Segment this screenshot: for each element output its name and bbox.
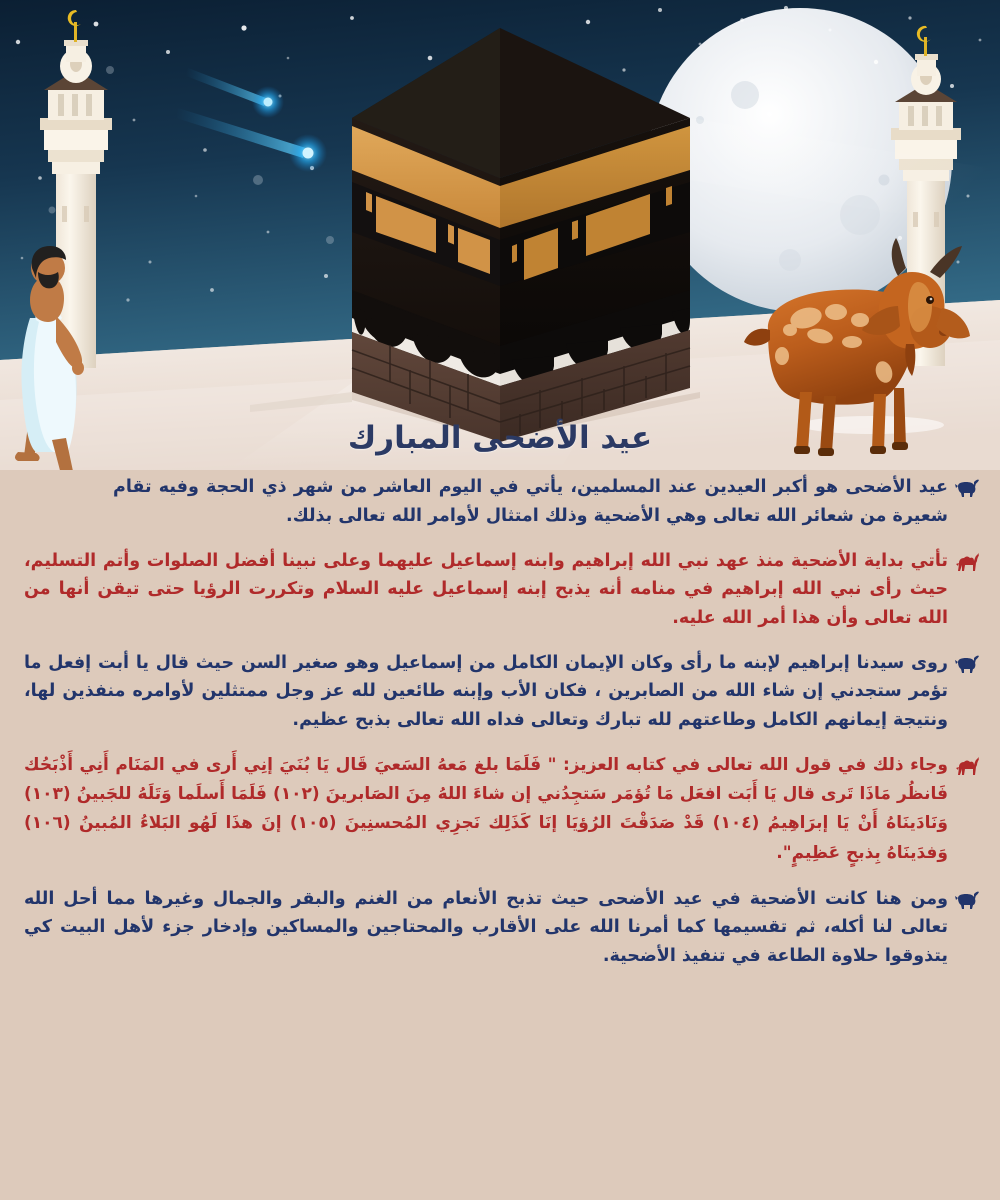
paragraph-intro <box>18 473 982 530</box>
paragraph-text: تأتي بداية الأضحية منذ عهد نبي الله إبراهيم وابنه إسماعيل عليهما وعلى نبينا أفضل الصلوات وأتم التسليم، حيث رأى نبي الله إبراهيم في منامه أنه يذبح إبنه إسماعيل عليه السلام وتكررت الرؤيا حتى تيقن أنها من الله تعالى وأن هذا أمر الله عليه. <box>24 550 948 628</box>
goat-bullet-icon <box>954 653 980 675</box>
paragraph-practice <box>18 885 982 970</box>
paragraph-text: روى سيدنا إبراهيم لإبنه ما رأى وكان الإيمان الكامل من إسماعيل وهو صغير السن حيث قال يا أبت إفعل ما تؤمر ستجدني إن شاء الله من الصابرين ، فكان الأب وإبنه طائعين لله عز وجل ممتثلين لأوامره منفذين لها، ونتيجة إيمانهم الكامل وطاعتهم لله تبارك وتعالى فداه الله تعالى بذبح عظيم. <box>24 652 948 730</box>
article-content <box>0 420 1000 980</box>
goat-bullet-icon <box>954 477 980 499</box>
goat-bullet-icon <box>954 889 980 911</box>
paragraph-text: وجاء ذلك في قول الله تعالى في كتابه العزيز: " فَلَمَا بلغ مَعهُ السَعيَ قَال يَا بُنَيَ إنِي أَرى في المَنَام أَنِي أَذْبَحُك فَانظُر مَاذَا تَرى قال يَا أَبَت افعَل مَا تُؤمَر سَتجِدُني إن شاءَ اللهُ مِنَ الصَابرينَ (١٠٢) فَلَمَا أَسلَما وَتَلَهُ للجَبينُ (١٠٣) وَنَادَينَاهُ أَنْ يَا إبرَاهِيمُ (١٠٤) قَدْ صَدَقْتَ الرُؤيَا إنَا كَذَلِك نَجزِي المُحسنِينَ (١٠٥) إنَ هذَا لَهُو البَلاءُ المُبينُ (١٠٦) وَفدَينَاهُ بِذبحٍ عَظِيمٍ". <box>24 754 948 863</box>
camel-bullet-icon <box>954 551 980 573</box>
page-title: عيد الأضحى المبارك <box>347 420 653 456</box>
paragraph-quran-verse <box>18 751 982 868</box>
paragraph-text: عيد الأضحى هو أكبر العيدين عند المسلمين، يأتي في اليوم العاشر من شهر ذي الحجة وفيه تقام شعيرة من شعائر الله تعالى وهي الأضحية وذلك امتثال لأوامر الله تعالى بذلك. <box>113 477 948 526</box>
paragraph-text: ومن هنا كانت الأضحية في عيد الأضحى حيث تذبح الأنعام من الغنم والبقر والجمال وغيرها مما أحل الله تعالى لنا أكله، ثم تقسيمها كما أمرنا الله على الأقارب والمحتاجين والمساكين وإدخار جزء لأهل البيت كي يتذوقوا حلاوة الطاعة في تنفيذ الأضحية. <box>24 888 948 966</box>
paragraph-origin <box>18 547 982 632</box>
paragraph-story <box>18 649 982 734</box>
hero-illustration <box>0 0 1000 470</box>
camel-bullet-icon <box>954 755 980 777</box>
